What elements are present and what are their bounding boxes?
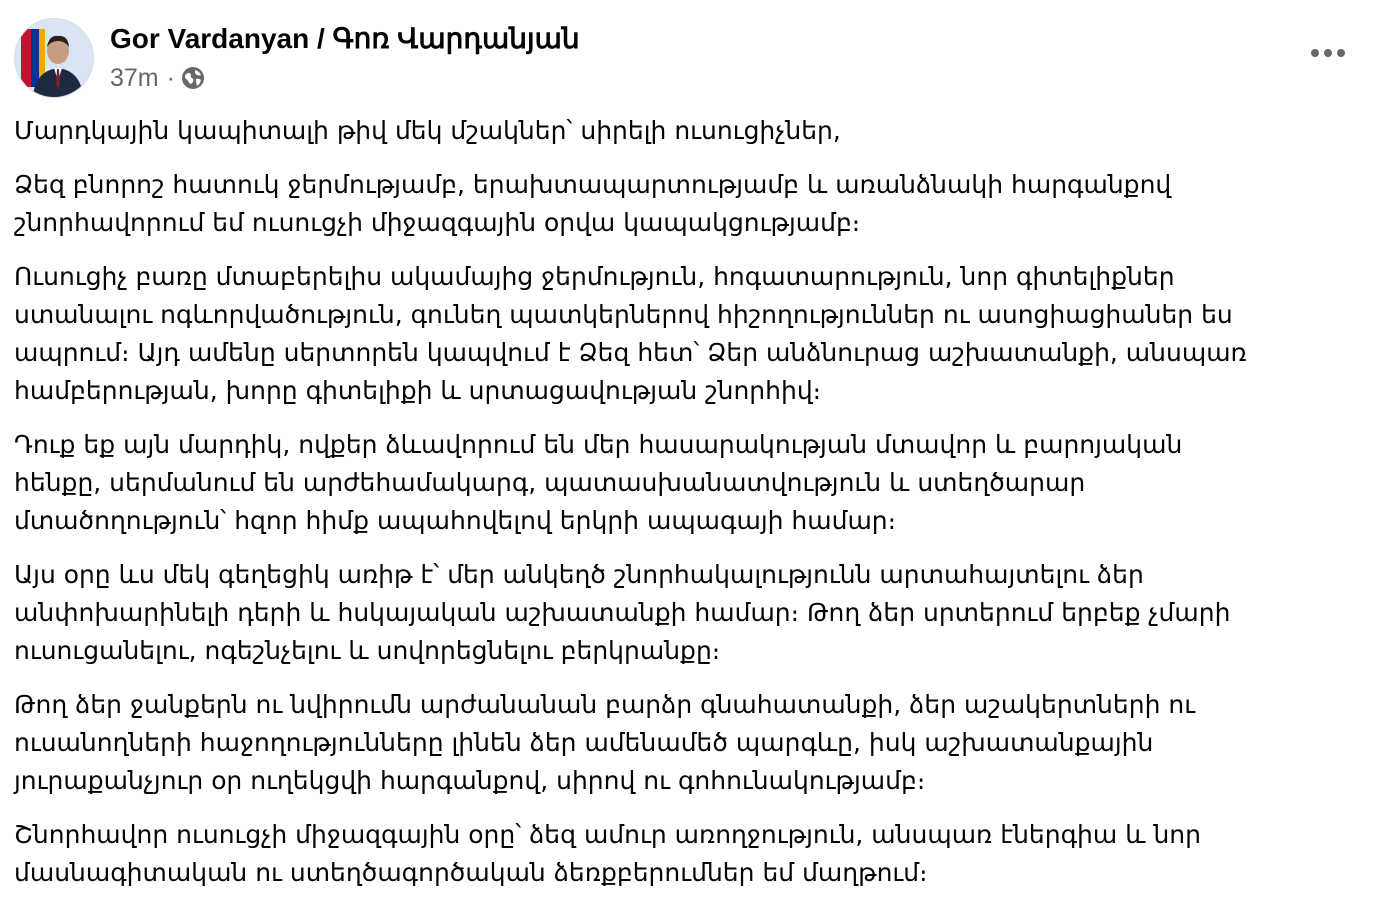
post-paragraph: Ուսուցիչ բառը մտաբերելիս ակամայից ջերմություն, հոգատարություն, նոր գիտելիքներ ստանալու ոգևորվածություն, գունեղ պատկերներով հիշողություններ ու ասոցիացիաներ ես ապրում։ Այդ ամենը սերտորեն կապվում է Ձեզ հետ՝ Ձեր անձնուրաց աշխատանքի, անսպառ համբերության, խորը գիտելիքի և սրտացավության շնորհիվ։	[14, 262, 1247, 405]
more-options-button[interactable]	[1308, 38, 1348, 68]
more-horizontal-icon	[1310, 48, 1346, 58]
globe-icon[interactable]	[181, 66, 205, 90]
author-name[interactable]: Gor Vardanyan / Գոռ Վարդանյան	[110, 23, 580, 54]
avatar[interactable]	[14, 18, 94, 98]
separator-dot: ·	[166, 64, 175, 92]
post-timestamp[interactable]: 37m	[110, 64, 159, 92]
post-paragraph: Ձեզ բնորոշ հատուկ ջերմությամբ, երախտապարտությամբ և առանձնակի հարգանքով շնորհավորում եմ ուսուցչի միջազգային օրվա կապակցությամբ։	[14, 170, 1172, 237]
post-body	[14, 112, 1354, 908]
post-paragraph: Դուք եք այն մարդիկ, ովքեր ձևավորում են մեր հասարակության մտավոր և բարոյական հենքը, սերմանում են արժեհամակարգ, պատասխանատվություն և ստեղծարար մտածողություն՝ հզոր հիմք ապահովելով երկրի ապագայի համար։	[14, 430, 1183, 535]
post-paragraph: Թող ձեր ջանքերն ու նվիրումն արժանանան բարձր գնահատանքի, ձեր աշակերտների ու ուսանողների հաջողությունները լինեն ձեր ամենամեծ պարգևը, իսկ աշխատանքային յուրաքանչյուր օր ուղեկցվի հարգանքով, սիրով ու գոհունակությամբ։	[14, 690, 1196, 795]
post-header	[14, 18, 580, 98]
post-paragraph: Այս օրը ևս մեկ գեղեցիկ առիթ է՝ մեր անկեղծ շնորհակալությունն արտահայտելու ձեր անփոխարինելի դերի և հսկայական աշխատանքի համար։ Թող ձեր սրտերում երբեք չմարի ուսուցանելու, ոգեշնչելու և սովորեցնելու բերկրանքը։	[14, 560, 1231, 665]
post-subline	[110, 63, 580, 93]
post-paragraph: Մարդկային կապիտալի թիվ մեկ մշակներ՝ սիրելի ուսուցիչներ,	[14, 116, 841, 145]
post-paragraph: Շնորհավոր ուսուցչի միջազգային օրը՝ ձեզ ամուր առողջություն, անսպառ էներգիա և նոր մասնագիտական ու ստեղծագործական ձեռքբերումներ եմ մաղթում։	[14, 820, 1201, 887]
post-meta	[110, 21, 580, 93]
avatar-image	[15, 19, 93, 97]
